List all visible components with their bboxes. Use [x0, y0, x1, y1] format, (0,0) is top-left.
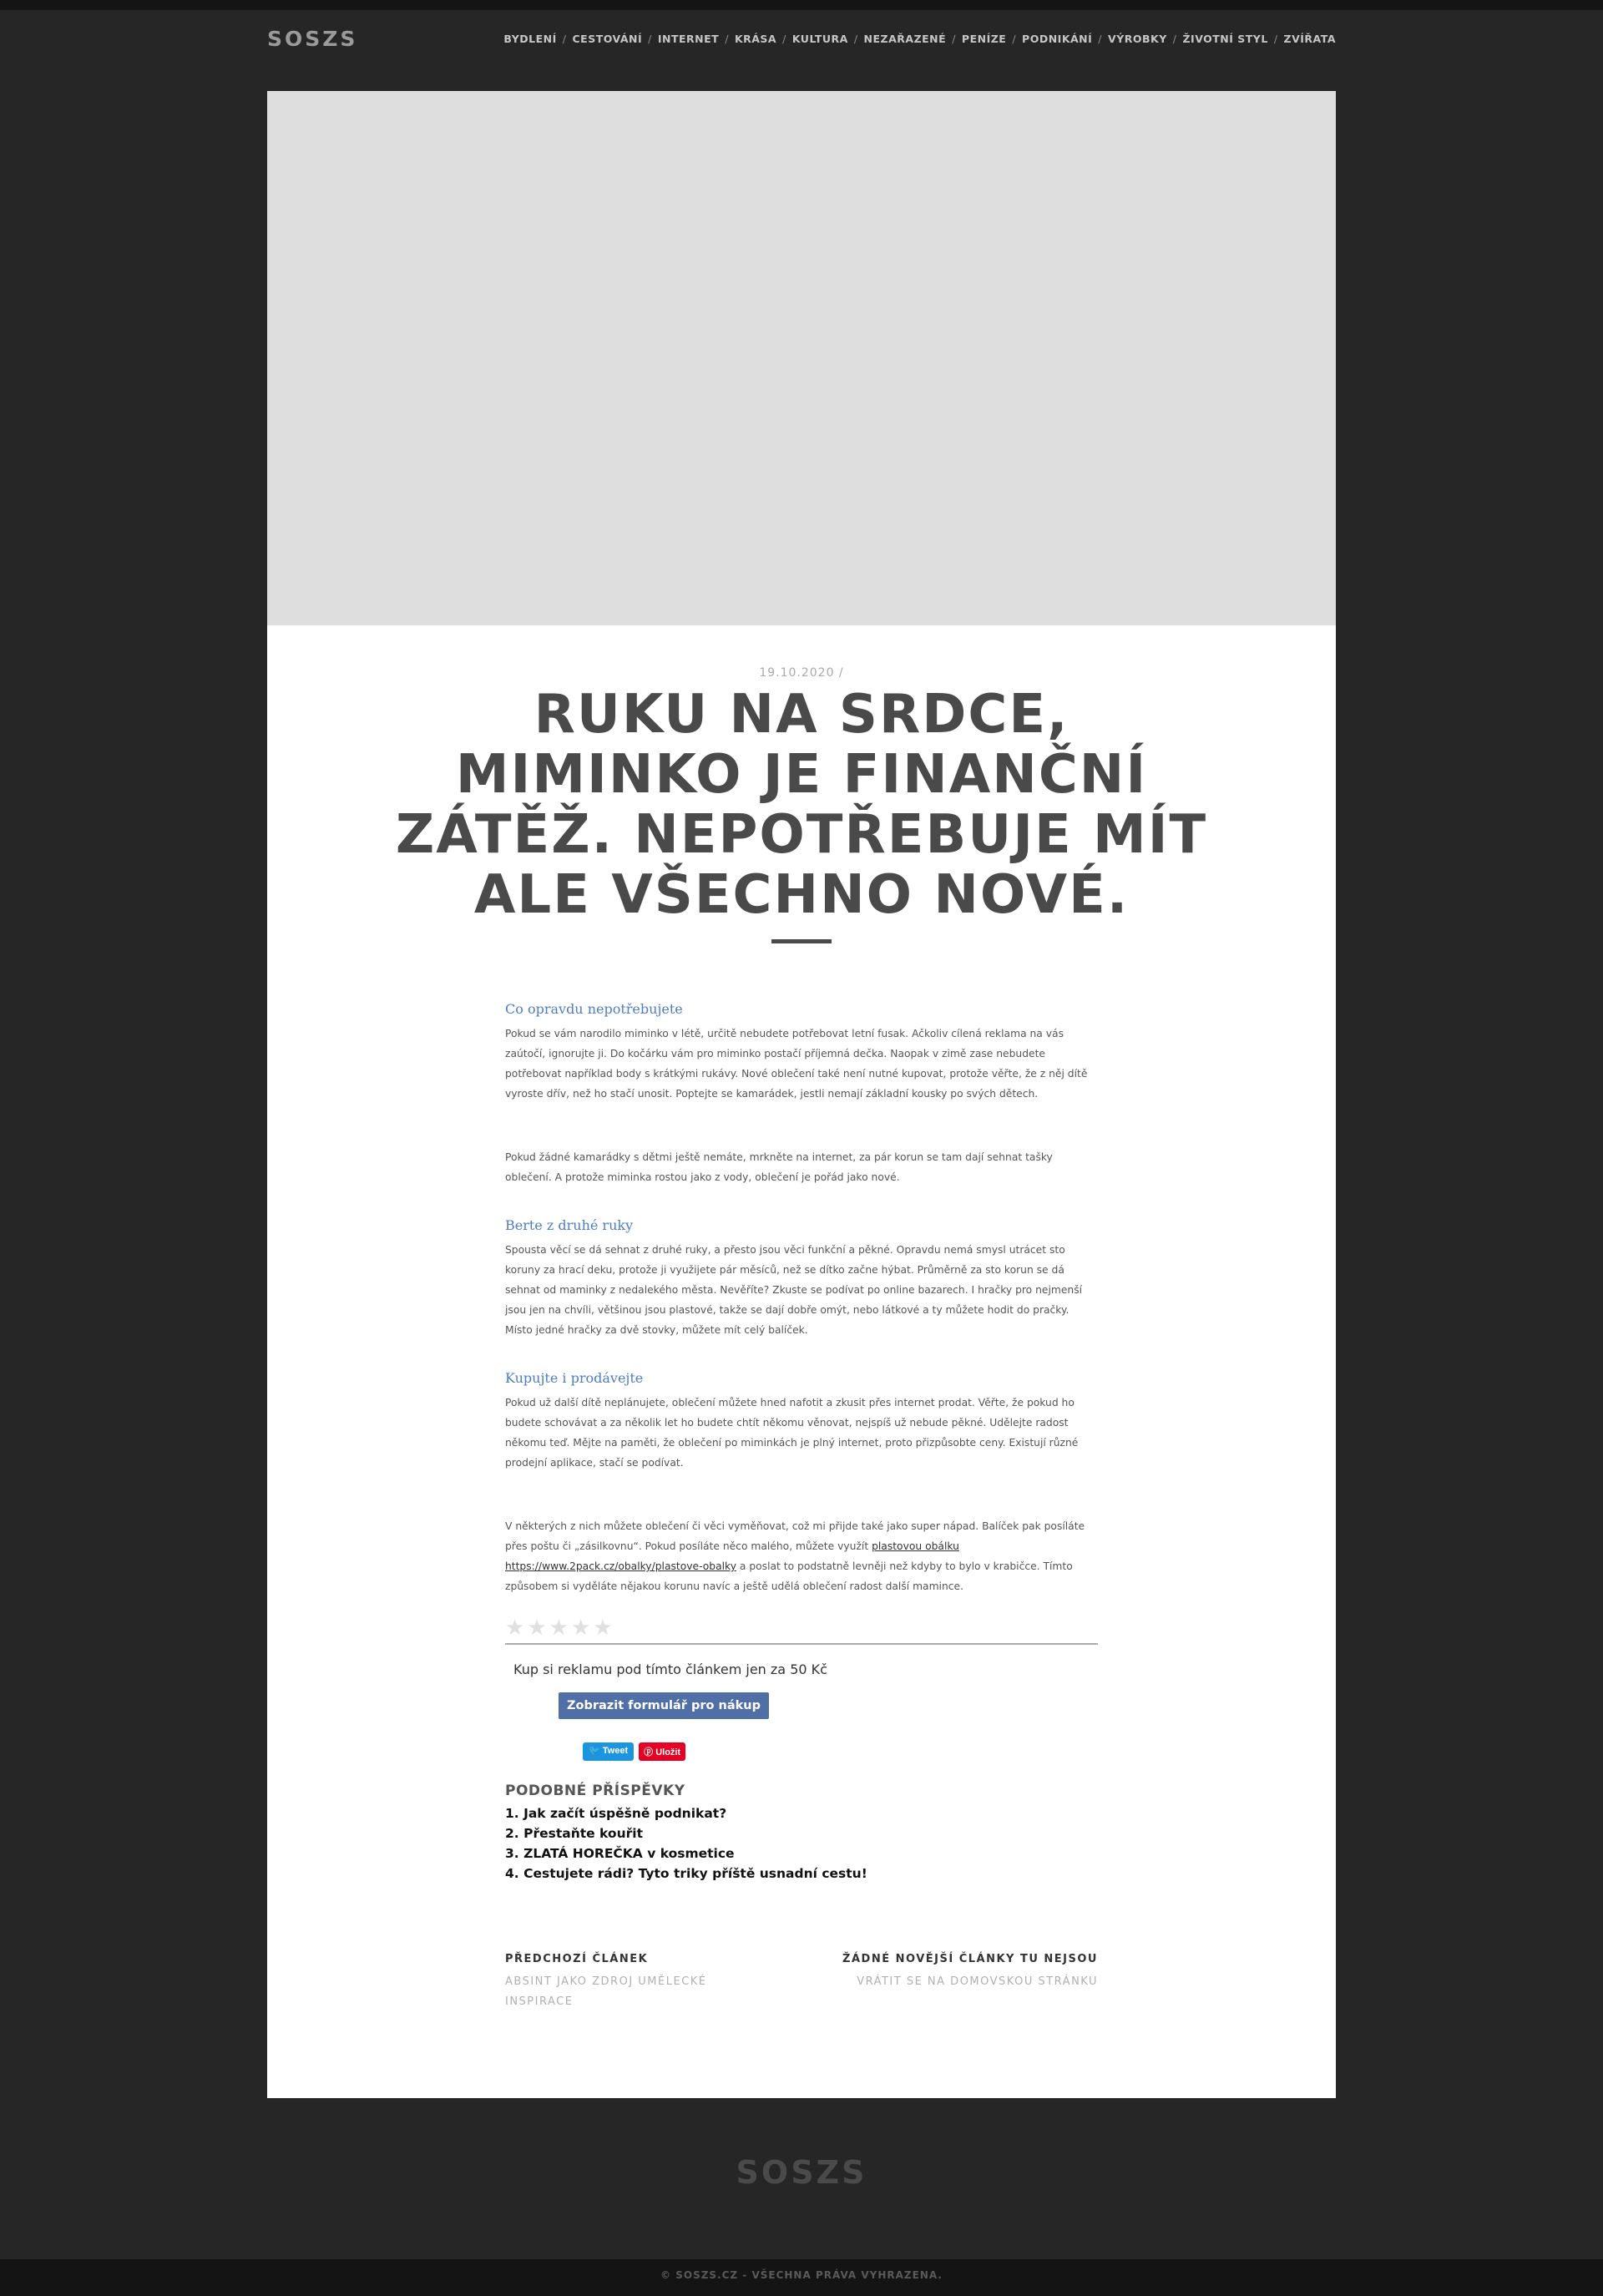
featured-image-placeholder: [267, 91, 1336, 625]
article-card: [267, 91, 1336, 2098]
star-icon[interactable]: ★: [527, 1615, 547, 1640]
pinterest-icon: ⓟ: [644, 1747, 656, 1757]
next-post: [831, 1953, 1098, 1992]
previous-post: [505, 1953, 756, 2012]
nav-separator: /: [782, 33, 786, 45]
paragraph: Spousta věcí se dá sehnat z druhé ruky, a přesto jsou věci funkční a pěkné. Opravdu nemá smysl utrácet sto koruny za hrací deku, protože ji využijete pár měsíců, než se dítko začne hýbat. Průměrně za sto korun se dá sehnat od maminky z nedalekého města. Nevěříte? Zkuste se podívat po online bazarech. I hračky pro nejmenší jsou jen na chvíli, většinou jsou plastové, takže se dají dobře omýt, nebo látkové a ty můžete hodit do pračky. Místo jedné hračky za dvě stovky, můžete mít celý balíček.: [505, 1244, 1083, 1336]
post-date: 19.10.2020 /: [759, 666, 844, 680]
article-body: [505, 1001, 1098, 1884]
related-post-link[interactable]: 3. ZLATÁ HOREČKA v kosmetice: [505, 1843, 1098, 1864]
nav-separator: /: [725, 33, 729, 45]
nav-item-kultura[interactable]: KULTURA: [791, 33, 848, 45]
nav-separator: /: [1273, 33, 1278, 45]
paragraph: Pokud se vám narodilo miminko v létě, určitě nebudete potřebovat letní fusak. Ačkoliv cílená reklama na vás zaútočí, ignorujte ji. Do kočárku vám pro miminko postačí příjemná dečka. Naopak v zimě zase nebudete potřebovat například body s krátkými rukávy. Nové oblečení také není nutné kupovat, protože věřte, že z něj dítě vyroste dřív, než ho stačí unosit. Poptejte se kamarádek, jestli nemají základní kousky po svých dětech.: [505, 1028, 1088, 1100]
paragraph: Pokud žádné kamarádky s dětmi ještě nemáte, mrkněte na internet, za pár korun se tam dají sehnat tašky oblečení. A protože miminka rostou jako z vody, oblečení je pořád jako nové.: [505, 1151, 1053, 1183]
nav-item-penize[interactable]: PENÍZE: [961, 33, 1007, 45]
star-icon[interactable]: ★: [593, 1615, 613, 1640]
nav-item-internet[interactable]: INTERNET: [657, 33, 720, 45]
nav-separator: /: [1012, 33, 1017, 45]
paragraph: [505, 1516, 1098, 1596]
next-post-label: ŽÁDNÉ NOVĚJŠÍ ČLÁNKY TU NEJSOU: [842, 1953, 1098, 1965]
related-posts-heading: PODOBNÉ PŘÍSPĚVKY: [505, 1783, 685, 1799]
related-posts: [505, 1781, 1098, 1884]
nav-item-bydleni[interactable]: BYDLENÍ: [503, 33, 557, 45]
previous-post-link[interactable]: ABSINT JAKO ZDROJ UMĚLECKÉ INSPIRACE: [505, 1975, 707, 2008]
nav-item-cestovani[interactable]: CESTOVÁNÍ: [572, 33, 643, 45]
article-title: RUKU NA SRDCE, MIMINKO JE FINANČNÍ ZÁTĚŽ. NEPOTŘEBUJE MÍT ALE VŠECHNO NOVÉ.: [395, 684, 1208, 926]
related-post-link[interactable]: 4. Cestujete rádi? Tyto triky příště usnadní cestu!: [505, 1864, 1098, 1884]
inline-link[interactable]: https://www.2pack.cz/obalky/plastove-obalky: [505, 1560, 736, 1572]
nav-item-vyrobky[interactable]: VÝROBKY: [1108, 33, 1167, 45]
star-icon[interactable]: ★: [505, 1615, 525, 1640]
top-bar: [0, 0, 1603, 10]
inline-link[interactable]: plastovou obálku: [872, 1540, 959, 1552]
tweet-label: Tweet: [602, 1746, 629, 1756]
show-order-form-button[interactable]: Zobrazit formulář pro nákup: [559, 1692, 769, 1719]
nav-item-nezarazene[interactable]: NEZAŘAZENÉ: [863, 33, 947, 45]
paragraph-text: V některých z nich můžete oblečení či věci vyměňovat, což mi přijde také jako super nápad. Balíček pak posíláte přes poštu či „zásilkovnu“. Pokud posíláte něco malého, můžete využít: [505, 1520, 1085, 1552]
footer-logo[interactable]: SOSZS: [736, 2154, 867, 2191]
rating-divider: [505, 1643, 1098, 1645]
nav-separator: /: [1098, 33, 1103, 45]
related-post-link[interactable]: 2. Přestaňte kouřit: [505, 1823, 1098, 1843]
paragraph: Pokud už další dítě neplánujete, oblečení můžete hned nafotit a zkusit přes internet prodat. Věřte, že pokud ho budete schovávat a za několik let ho budete chtít někomu věnovat, nejspíš už nebude pěkné. Udělejte radost někomu teď. Mějte na paměti, že oblečení po miminkách je plný internet, proto přizpůsobte ceny. Existují různé prodejní aplikace, stačí se podívat.: [505, 1397, 1079, 1469]
star-icon[interactable]: ★: [570, 1615, 591, 1640]
related-post-link[interactable]: 1. Jak začít úspěšně podnikat?: [505, 1803, 1098, 1823]
section-heading: Berte z druhé ruky: [505, 1217, 634, 1233]
pinterest-save-button[interactable]: [639, 1742, 685, 1761]
nav-item-zivotni-styl[interactable]: ŽIVOTNÍ STYL: [1182, 33, 1268, 45]
nav-separator: /: [1172, 33, 1177, 45]
nav-separator: /: [648, 33, 652, 45]
home-link[interactable]: VRÁTIT SE NA DOMOVSKOU STRÁNKU: [857, 1975, 1098, 1988]
paragraph-text: a poslat to podstatně levněji než kdyby to bylo v krabičce. Tímto způsobem si vyděláte nějakou korunu navíc a ještě udělá oblečení radost další mamince.: [505, 1560, 1073, 1592]
nav-item-krasa[interactable]: KRÁSA: [734, 33, 777, 45]
share-buttons: [583, 1742, 1098, 1761]
star-icon[interactable]: ★: [549, 1615, 569, 1640]
rating-stars: [505, 1616, 1098, 1638]
nav-separator: /: [952, 33, 956, 45]
pin-label: Uložit: [655, 1747, 681, 1757]
tweet-button[interactable]: [583, 1742, 634, 1761]
nav-item-zvirata[interactable]: ZVÍŘATA: [1283, 33, 1336, 45]
section-heading: Kupujte i prodávejte: [505, 1370, 644, 1386]
section-heading: Co opravdu nepotřebujete: [505, 1001, 683, 1017]
main-nav: [503, 33, 1336, 45]
title-divider: [771, 939, 832, 943]
nav-item-podnikani[interactable]: PODNIKÁNÍ: [1022, 33, 1093, 45]
nav-separator: /: [562, 33, 567, 45]
ad-offer-text: Kup si reklamu pod tímto článkem jen za 50 Kč: [513, 1661, 827, 1677]
copyright-text: © SOSZS.CZ - VŠECHNA PRÁVA VYHRAZENA.: [660, 2269, 943, 2281]
twitter-icon: 🐦: [589, 1746, 603, 1756]
nav-separator: /: [853, 33, 858, 45]
site-logo[interactable]: SOSZS: [267, 27, 358, 51]
previous-post-label: PŘEDCHOZÍ ČLÁNEK: [505, 1953, 649, 1965]
